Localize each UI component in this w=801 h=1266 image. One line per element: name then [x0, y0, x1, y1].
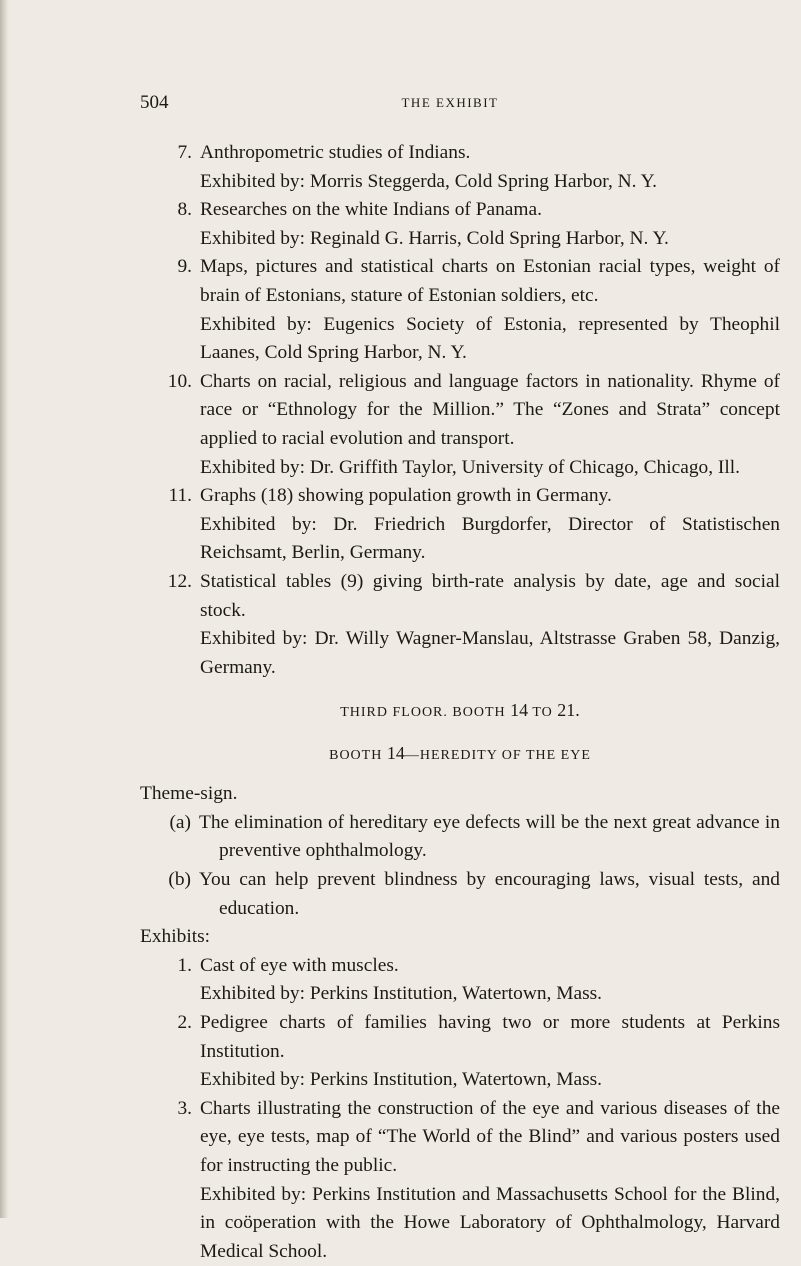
theme-point-letter: (b) — [168, 869, 191, 891]
item-exhibitor: Exhibited by: Dr. Griffith Taylor, University of Chicago, Chicago, Ill. — [200, 456, 741, 478]
floor-heading — [140, 700, 780, 723]
running-head: THE EXHIBIT — [401, 95, 499, 110]
list-item — [140, 952, 780, 1009]
list-item — [140, 568, 780, 682]
booth-number: 14 — [386, 743, 405, 764]
list-item — [140, 139, 780, 196]
item-exhibitor: Exhibited by: Morris Steggerda, Cold Spring Harbor, N. Y. — [200, 170, 658, 192]
item-number: 3. — [177, 1097, 192, 1119]
floor-heading-to: 21. — [557, 700, 580, 721]
item-title: Anthropometric studies of Indians. — [200, 142, 471, 163]
item-exhibitor: Exhibited by: Perkins Institution, Watertown, Mass. — [200, 1069, 603, 1091]
item-text — [200, 568, 780, 682]
item-title: Charts on racial, religious and language factors in nationality. Rhyme of race or “Ethnology for the Million.” The “Zones and Strata” concept applied to racial evolution and transport. — [200, 370, 780, 449]
item-exhibitor: Exhibited by: Reginald G. Harris, Cold Spring Harbor, N. Y. — [200, 227, 669, 249]
item-text — [200, 368, 780, 482]
item-number: 10. — [167, 370, 192, 392]
item-text — [200, 1095, 780, 1266]
booth-heading — [140, 743, 780, 766]
item-title: Pedigree charts of families having two or more students at Perkins Institution. — [200, 1012, 780, 1062]
list-item — [140, 253, 780, 367]
item-exhibitor: Exhibited by: Dr. Friedrich Burgdorfer, Director of Statistischen Reichsamt, Berlin, Germany. — [200, 513, 780, 564]
list-item — [140, 196, 780, 253]
item-title: Charts illustrating the construction of the eye and various diseases of the eye, eye tests, map of “The World of the Blind” and various posters used for instructing the public. — [200, 1097, 780, 1176]
item-exhibitor: Exhibited by: Eugenics Society of Estonia, represented by Theophil Laanes, Cold Spring Harbor, N. Y. — [200, 313, 780, 364]
theme-label: Theme-sign. — [140, 783, 238, 805]
item-number: 12. — [167, 570, 192, 592]
item-text — [200, 253, 780, 367]
item-number: 7. — [177, 142, 192, 163]
list-item — [140, 482, 780, 568]
item-title: Cast of eye with muscles. — [200, 954, 399, 976]
item-title: Researches on the white Indians of Panama. — [200, 199, 542, 221]
item-number: 9. — [177, 256, 192, 278]
list-item — [140, 368, 780, 482]
item-text — [200, 196, 780, 253]
theme-point — [140, 866, 780, 923]
theme-point-letter: (a) — [169, 811, 191, 833]
theme-point-text: The elimination of hereditary eye defects will be the next great advance in preventive ophthalmology. — [199, 811, 780, 862]
item-number: 11. — [168, 485, 192, 507]
booth-title: —HEREDITY OF THE EYE — [404, 748, 591, 764]
floor-heading-mid: TO — [532, 705, 553, 721]
floor-heading-from: 14 — [510, 700, 529, 721]
page-number: 504 — [140, 92, 169, 113]
theme-point — [140, 809, 780, 866]
page-body — [140, 139, 780, 1266]
item-number: 2. — [177, 1012, 192, 1034]
item-title: Statistical tables (9) giving birth-rate analysis by date, age and social stock. — [200, 570, 780, 621]
page-header — [140, 92, 760, 116]
item-number: 8. — [177, 199, 192, 221]
theme-point-text: You can help prevent blindness by encouraging laws, visual tests, and education. — [199, 869, 780, 919]
item-text — [200, 482, 780, 568]
item-exhibitor: Exhibited by: Perkins Institution and Massachusetts School for the Blind, in coöperation with the Howe Laboratory of Ophthalmology, Harvard Medical School. — [200, 1183, 780, 1262]
list-item — [140, 1009, 780, 1095]
floor-heading-prefix: THIRD FLOOR. BOOTH — [340, 705, 506, 721]
item-exhibitor: Exhibited by: Dr. Willy Wagner-Manslau, Altstrasse Graben 58, Danzig, Germany. — [200, 628, 780, 678]
item-title: Graphs (18) showing population growth in Germany. — [200, 485, 612, 507]
item-text — [200, 952, 780, 1009]
item-text — [200, 1009, 780, 1095]
item-text — [200, 139, 780, 196]
exhibit-list-part1 — [140, 139, 780, 682]
booth-prefix: BOOTH — [329, 748, 383, 764]
list-item — [140, 1095, 780, 1266]
item-title: Maps, pictures and statistical charts on Estonian racial types, weight of brain of Estonians, stature of Estonian soldiers, etc. — [200, 256, 780, 306]
item-exhibitor: Exhibited by: Perkins Institution, Watertown, Mass. — [200, 983, 603, 1005]
exhibits-label: Exhibits: — [140, 926, 211, 948]
item-number: 1. — [177, 954, 192, 976]
